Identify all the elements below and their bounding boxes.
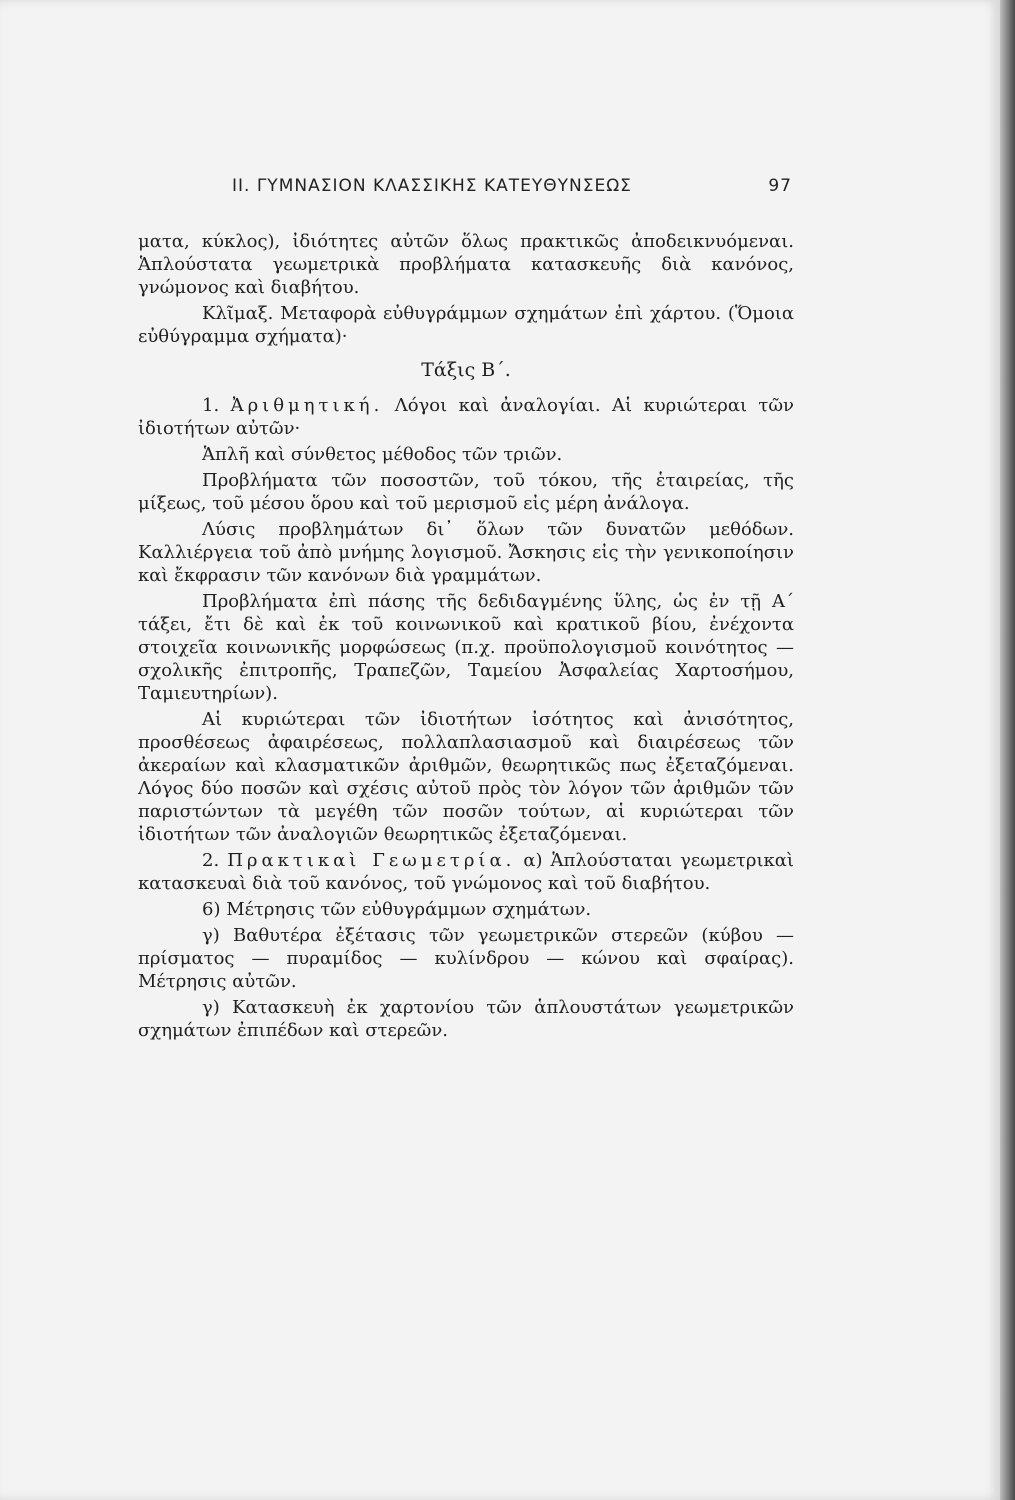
paragraph: [138, 849, 794, 895]
paragraph: ματα, κύκλος), ἰδιότητες αὐτῶν ὅλως πρακτικῶς ἀποδεικνυόμεναι. Ἁπλούστατα γεωμετρικὰ προβλήματα κατασκευῆς διὰ κανόνος, γνώμονος καὶ διαβήτου.: [138, 231, 794, 298]
section-title: ΙΙ. ΓΥΜΝΑΣΙΟΝ ΚΛΑΣΣΙΚΗΣ ΚΑΤΕΥΘΥΝΣΕΩΣ: [232, 176, 632, 196]
paragraph: Λύσις προβλημάτων δι᾽ ὅλων τῶν δυνατῶν μεθόδων. Καλλιέργεια τοῦ ἀπὸ μνήμης λογισμοῦ. Ἄσκησις εἰς τὴν γενικοποίησιν καὶ ἔκφρασιν τῶν κανόνων διὰ γραμμάτων.: [138, 519, 794, 586]
paragraph: 6) Μέτρησις τῶν εὐθυγράμμων σχημάτων.: [202, 899, 592, 920]
paragraph: Αἱ κυριώτεραι τῶν ἰδιοτήτων ἰσότητος καὶ ἀνισότητος, προσθέσεως ἀφαιρέσεως, πολλαπλασιασμοῦ καὶ διαιρέσεως τῶν ἀκεραίων καὶ κλασματικῶν ἀριθμῶν, θεωρητικῶς πως ἐξεταζόμεναι. Λόγος δύο ποσῶν καὶ σχέσις αὐτοῦ πρὸς τὸν λόγον τῶν ἀριθμῶν τῶν παριστώντων τὰ μεγέθη τῶν ποσῶν τούτων, αἱ κυριώτεραι τῶν ἰδιοτήτων τῶν ἀναλογιῶν θεωρητικῶς ἐξεταζόμεναι.: [138, 709, 794, 845]
page-body: [138, 230, 794, 1045]
subject-title: Ἀριθμητική.: [230, 395, 384, 416]
page-number: 97: [768, 176, 792, 196]
item-number: 2.: [202, 850, 220, 871]
paragraph: γ) Βαθυτέρα ἐξέτασις τῶν γεωμετρικῶν στερεῶν (κύβου — πρίσματος — πυραμίδος — κυλίνδρου — κώνου καὶ σφαίρας). Μέτρησις αὐτῶν.: [138, 925, 794, 992]
item-number: 1.: [202, 395, 220, 416]
paragraph: Κλῖμαξ. Μεταφορὰ εὐθυγράμμων σχημάτων ἐπὶ χάρτου. (Ὅμοια εὐθύγραμμα σχήματα)·: [138, 303, 794, 347]
paragraph: Προβλήματα τῶν ποσοστῶν, τοῦ τόκου, τῆς ἑταιρείας, τῆς μίξεως, τοῦ μέσου ὅρου καὶ τοῦ μερισμοῦ εἰς μέρη ἀνάλογα.: [138, 470, 794, 514]
paragraph-text: Λόγοι καὶ ἀναλογίαι. Αἱ κυριώτεραι τῶν ἰδιοτήτων αὐτῶν·: [138, 395, 795, 439]
paragraph-text: α) Ἁπλούσταται γεωμετρικαὶ κατασκευαὶ διὰ τοῦ κανόνος, τοῦ γνώμονος καὶ τοῦ διαβήτου.: [138, 850, 794, 894]
subject-title: Πρακτικαὶ Γεωμετρία.: [227, 850, 516, 871]
running-header: [232, 176, 792, 196]
paragraph: Προβλήματα ἐπὶ πάσης τῆς δεδιδαγμένης ὕλης, ὡς ἐν τῇ Α΄ τάξει, ἔτι δὲ καὶ ἐκ τοῦ κοινωνικοῦ καὶ κρατικοῦ βίου, ἐνέχοντα στοιχεῖα κοινωνικῆς μορφώσεως (π.χ. προϋπολογισμοῦ κοινότητος — σχολικῆς ἐπιτροπῆς, Τραπεζῶν, Ταμείου Ἀσφαλείας Χαρτοσήμου, Ταμιευτηρίων).: [138, 591, 794, 704]
paragraph: Ἁπλῆ καὶ σύνθετος μέθοδος τῶν τριῶν.: [202, 444, 563, 465]
paragraph: [138, 394, 794, 440]
page-edge-shadow: [1000, 0, 1015, 1500]
section-heading: Τάξις Β΄.: [421, 359, 511, 381]
paragraph: γ) Κατασκευὴ ἐκ χαρτονίου τῶν ἁπλουστάτων γεωμετρικῶν σχημάτων ἐπιπέδων καὶ στερεῶν.: [138, 997, 794, 1041]
